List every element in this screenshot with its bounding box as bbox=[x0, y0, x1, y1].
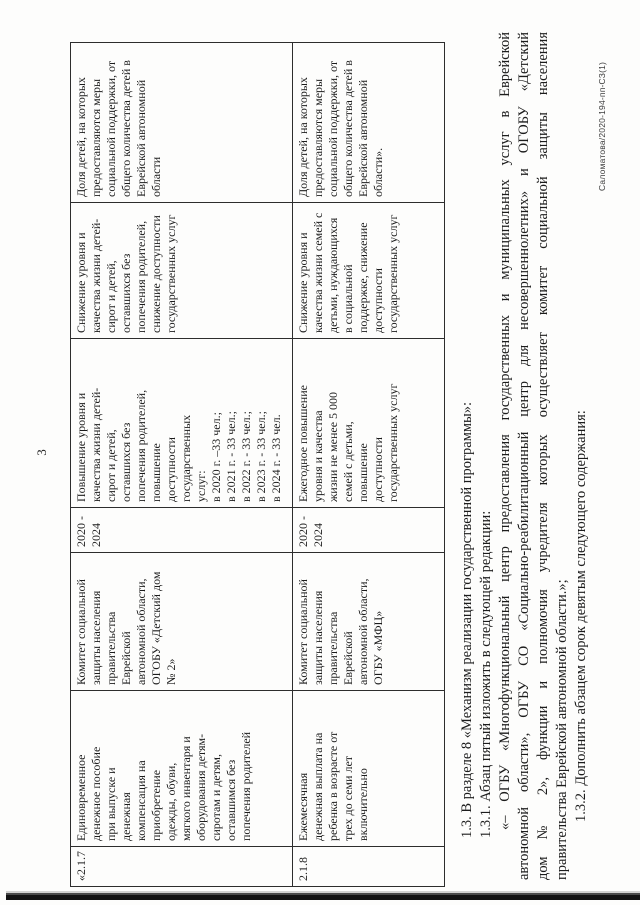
cell-non-implementation-consequence: Снижение уровня и качества жизни семей с детьми, нуждающихся в социальной поддержке, снижение доступности государственных услуг bbox=[293, 203, 445, 339]
cell-non-implementation-consequence: Снижение уровня и качества жизни детей- сирот и детей, оставшихся без попечения родителей, снижение доступности государственных услуг bbox=[71, 203, 293, 339]
cell-expected-result: Повышение уровня и качества жизни детей- сирот и детей, оставшихся без попечения родителей, повышение доступности государственных услуг: в 2020 г. –33 чел.; в 2021 г. - 33 чел.; в 2022 г. - 33 чел.; в 2023 г. - 33 чел.; в 2024 г. - 33 чел. bbox=[71, 339, 293, 508]
registration-stamp: Саломатова/2020-194-пп-СЗ(1) bbox=[597, 61, 607, 191]
cell-row-number bbox=[71, 847, 293, 887]
cell-target-indicator: Доля детей, на которых предоставляются меры социальной поддержки, от общего количества детей в Еврейской автономной области». bbox=[293, 43, 445, 203]
cell-period: 2020 - 2024 bbox=[71, 508, 293, 553]
scan-edge-artifact bbox=[6, 890, 640, 900]
cell-executor: Комитет социальной защиты населения правительства Еврейской автономной области, ОГОБУ «Детский дом № 2» bbox=[71, 553, 293, 691]
row-number-text: 2.1.8 bbox=[296, 857, 310, 881]
cell-measure-name: Ежемесячная денежная выплата на ребенка в возрасте от трех до семи лет включительно bbox=[293, 691, 445, 847]
cell-measure-name: Единовременное денежное пособие при выпуске и денежная компенсация на приобретение одежды, обуви, мягкого инвентаря и оборудования детям- сиротам и детям, оставшимся без попечения родителей bbox=[71, 691, 293, 847]
cell-row-number bbox=[293, 847, 445, 887]
amendment-quoted-text: «– ОГБУ «Многофункциональный центр предоставления государственных и муниципальных услуг в Еврейской автономной области», ОГБУ СО «Социально-реабилитационный центр для несовершеннолетних» и ОГОБУ «Детский дом № 2», функции и полномочия учредителя которых осуществляет комитет социальной защиты населения правительства Еврейской автономной области.»; bbox=[497, 32, 570, 880]
cell-period: 2020 - 2024 bbox=[293, 508, 445, 553]
cell-expected-result: Ежегодное повышение уровня и качества жизни не менее 5 000 семей с детьми, повышение доступности государственных услуг bbox=[293, 339, 445, 508]
cell-executor: Комитет социальной защиты населения правительства Еврейской автономной области, ОГБУ «МФЦ» bbox=[293, 553, 445, 691]
program-measures-table bbox=[70, 42, 445, 887]
amendment-item-1-3-2: 1.3.2. Дополнить абзацем сорок девятым следующего содержания: bbox=[573, 410, 589, 822]
amendment-paragraphs bbox=[458, 32, 591, 880]
table-row bbox=[293, 43, 445, 887]
amendment-item-1-3-1: 1.3.1. Абзац пятый изложить в следующей редакции: bbox=[478, 510, 494, 838]
page-number: 3 bbox=[34, 449, 49, 456]
cell-target-indicator: Доля детей, на которых предоставляются меры социальной поддержки, от общего количества детей в Еврейской автономной области bbox=[71, 43, 293, 203]
table-row bbox=[71, 43, 293, 887]
row-number-text: «2.1.7 bbox=[74, 851, 88, 881]
amendment-item-1-3: 1.3. В разделе 8 «Механизм реализации государственной программы»: bbox=[459, 401, 475, 838]
